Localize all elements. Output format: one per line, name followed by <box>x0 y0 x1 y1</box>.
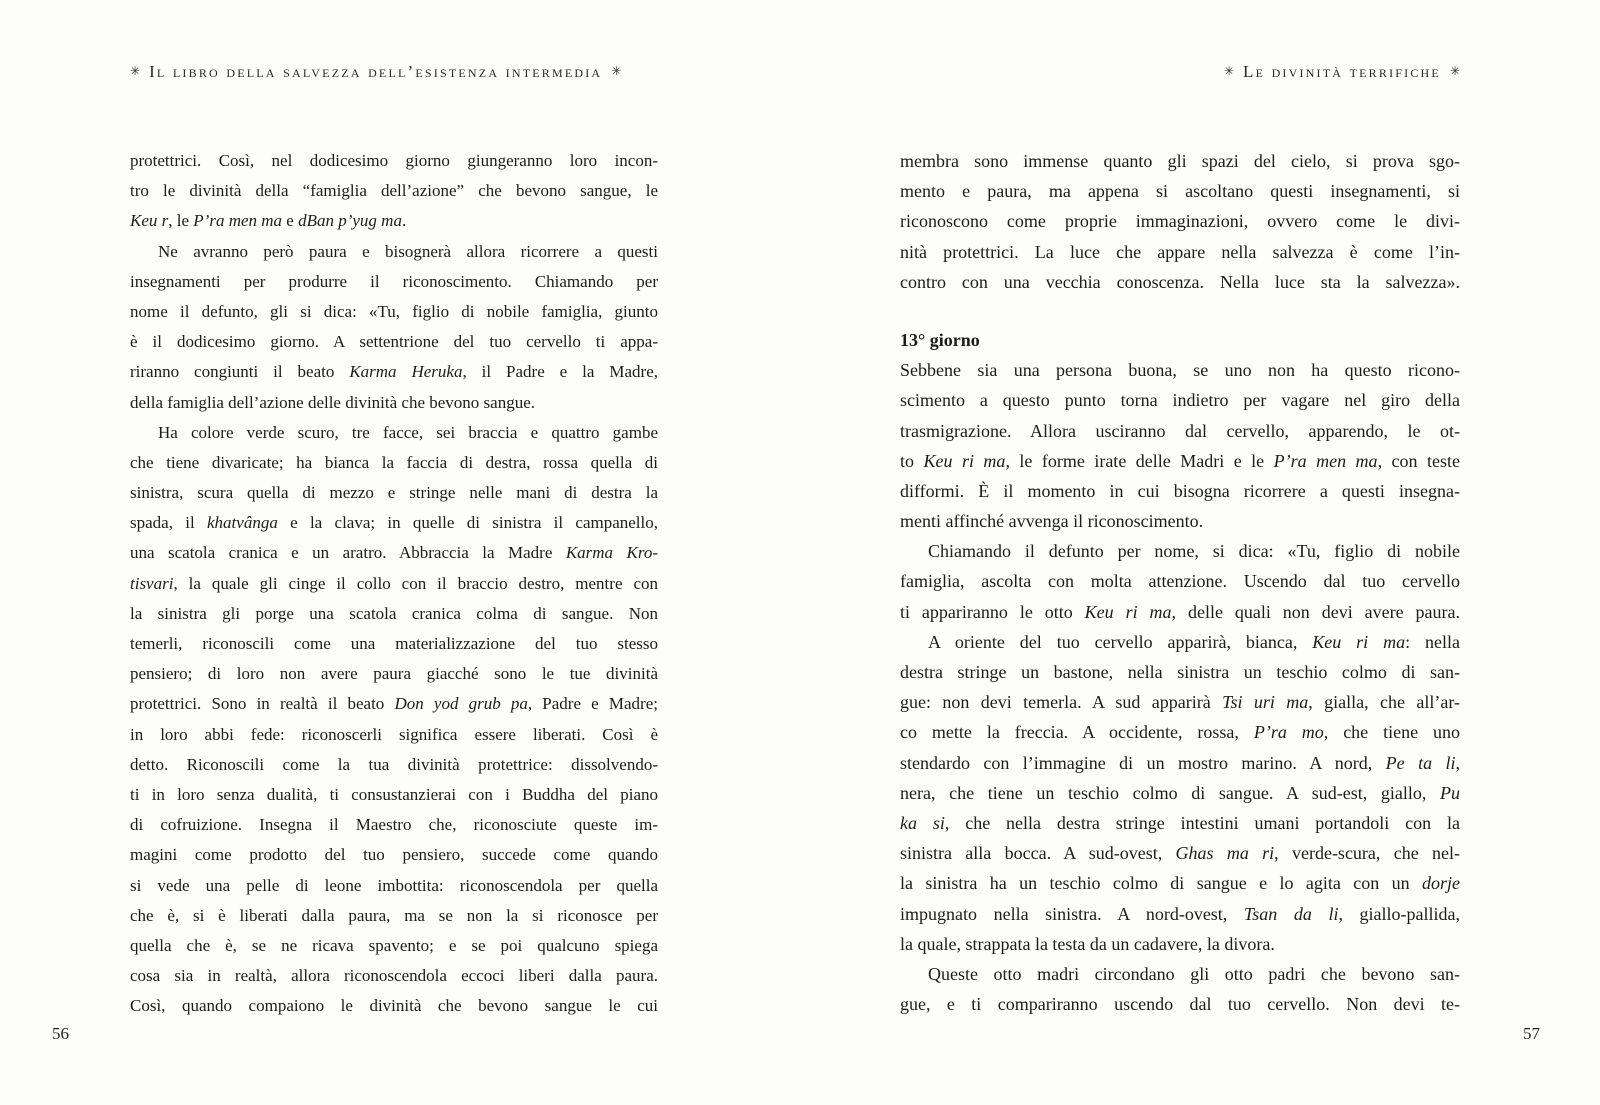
text-line: che è, si è liberati dalla paura, ma se non la si riconosce per <box>130 905 658 925</box>
text-line: di cofruizione. Insegna il Maestro che, riconosciute queste im- <box>130 815 658 835</box>
text-line: la sinistra ha un teschio colmo di sangue e lo agita con un dorje <box>900 873 1460 894</box>
text-line: menti affinché avvenga il riconoscimento. <box>900 511 1204 532</box>
text-line: magini come prodotto del tuo pensiero, succede come quando <box>130 845 658 865</box>
text-line: Così, quando compaiono le divinità che bevono sangue le cui <box>130 996 658 1016</box>
text-line: insegnamenti per produrre il riconoscimento. Chiamando per <box>130 271 658 291</box>
text-line: Sebbene sia una persona buona, se uno non ha questo ricono- <box>900 360 1460 381</box>
text-line: co mette la freccia. A occidente, rossa, P’ra mo, che tiene uno <box>900 722 1460 743</box>
text-line: riconoscono come proprie immaginazioni, ovvero come le divi- <box>900 211 1460 232</box>
text-line: trasmigrazione. Allora usciranno dal cervello, apparendo, le ot- <box>900 420 1460 441</box>
text-line: impugnato nella sinistra. A nord-ovest, Tsan da li, giallo-pallida, <box>900 903 1460 924</box>
text-line: nera, che tiene un teschio colmo di sangue. A sud-est, giallo, Pu <box>900 782 1460 803</box>
text-line: Keu r, le P’ra men ma e dBan p’yug ma. <box>130 211 407 231</box>
text-line: nome il defunto, gli si dica: «Tu, figlio di nobile famiglia, giunto <box>130 301 658 321</box>
text-line: pensiero; di loro non avere paura giacché sono le tue divinità <box>130 664 658 684</box>
text-line: che tiene divaricate; ha bianca la faccia di destra, rossa quella di <box>130 452 658 472</box>
section-heading: 13° giorno <box>900 329 980 350</box>
text-line: to Keu ri ma, le forme irate delle Madri e le P’ra men ma, con teste <box>900 450 1460 471</box>
ornament-icon: ✳ <box>1449 64 1460 78</box>
text-line: si vede una pelle di leone imbottita: riconoscendola per quella <box>130 875 658 895</box>
text-line: gue: non devi temerla. A sud apparirà Tsi uri ma, gialla, che all’ar- <box>900 692 1460 713</box>
ornament-icon: ✳ <box>130 64 141 78</box>
text-line: tro le divinità della “famiglia dell’azione” che bevono sangue, le <box>130 181 658 201</box>
right-header-title: Le divinità terrifiche <box>1243 62 1441 81</box>
left-page-number: 56 <box>52 1024 69 1043</box>
text-line: detto. Riconoscili come la tua divinità protettrice: dissolvendo- <box>130 754 658 774</box>
recto-page <box>800 0 1600 1105</box>
text-line: la sinistra gli porge una scatola cranica colma di sangue. Non <box>130 603 658 623</box>
text-line: scimento a questo punto torna indietro per vagare nel giro della <box>900 390 1460 411</box>
text-line: Ha colore verde scuro, tre facce, sei braccia e quattro gambe <box>158 422 658 442</box>
text-line: Queste otto madri circondano gli otto padri che bevono san- <box>928 963 1460 984</box>
left-text-block <box>130 146 658 1021</box>
right-page-number: 57 <box>1523 1024 1540 1043</box>
text-line: mento e paura, ma appena si ascoltano questi insegnamenti, si <box>900 181 1460 202</box>
text-line: Chiamando il defunto per nome, si dica: «Tu, figlio di nobile <box>928 541 1460 562</box>
text-line: è il dodicesimo giorno. A settentrione del tuo cervello ti appa- <box>130 332 658 352</box>
text-line: riranno congiunti il beato Karma Heruka, il Padre e la Madre, <box>130 362 658 382</box>
ornament-icon: ✳ <box>611 64 622 78</box>
text-line: gue, e ti compariranno uscendo dal tuo cervello. Non devi te- <box>900 994 1460 1015</box>
right-text-block <box>900 146 1460 1019</box>
text-line: sinistra, scura quella di mezzo e stringe nelle mani di destra la <box>130 483 658 503</box>
text-line: difformi. È il momento in cui bisogna ricorrere a questi insegna- <box>900 480 1460 501</box>
text-line: famiglia, ascolta con molta attenzione. Uscendo dal tuo cervello <box>900 571 1460 592</box>
text-line: ti in loro senza dualità, ti consustanzierai con i Buddha del piano <box>130 784 658 804</box>
text-line: membra sono immense quanto gli spazi del cielo, si prova sgo- <box>900 151 1460 171</box>
left-running-header <box>130 62 621 82</box>
text-line: protettrici. Sono in realtà il beato Don yod grub pa, Padre e Madre; <box>130 694 658 714</box>
text-line: in loro abbi fede: riconoscerli significa essere liberati. Così è <box>130 724 658 744</box>
ornament-icon: ✳ <box>1223 64 1234 78</box>
text-line: destra stringe un bastone, nella sinistra un teschio colmo di san- <box>900 662 1460 682</box>
text-line: cosa sia in realtà, allora riconoscendola eccoci liberi dalla paura. <box>130 966 658 986</box>
text-line: protettrici. Così, nel dodicesimo giorno giungeranno loro incon- <box>130 151 658 170</box>
text-line: stendardo con l’immagine di un mostro marino. A nord, Pe ta li, <box>900 752 1460 773</box>
left-header-title: Il libro della salvezza dell’esistenza intermedia <box>149 62 603 81</box>
text-line: contro con una vecchia conoscenza. Nella luce sta la salvezza». <box>900 271 1460 292</box>
right-running-header <box>1224 62 1460 82</box>
text-line: una scatola cranica e un aratro. Abbraccia la Madre Karma Kro- <box>130 543 658 563</box>
text-line: ka si, che nella destra stringe intestini umani portandoli con la <box>900 812 1460 833</box>
text-line: A oriente del tuo cervello apparirà, bianca, Keu ri ma: nella <box>928 631 1460 652</box>
text-line: tisvari, la quale gli cinge il collo con il braccio destro, mentre con <box>130 573 658 593</box>
text-line: ti appariranno le otto Keu ri ma, delle quali non devi avere paura. <box>900 601 1460 622</box>
text-line: quella che è, se ne ricava spavento; e se poi qualcuno spiega <box>130 935 658 955</box>
text-line: nità protettrici. La luce che appare nella salvezza è come l’in- <box>900 241 1460 262</box>
text-line: temerli, riconoscili come una materializzazione del tuo stesso <box>130 634 658 653</box>
text-line: Ne avranno però paura e bisognerà allora ricorrere a questi <box>158 241 658 261</box>
text-line: sinistra alla bocca. A sud-ovest, Ghas ma ri, verde-scura, che nel- <box>900 843 1460 864</box>
text-line: la quale, strappata la testa da un cadavere, la divora. <box>900 933 1275 954</box>
text-line: spada, il khatvânga e la clava; in quelle di sinistra il campanello, <box>130 513 658 533</box>
text-line: della famiglia dell’azione delle divinità che bevono sangue. <box>130 392 536 412</box>
